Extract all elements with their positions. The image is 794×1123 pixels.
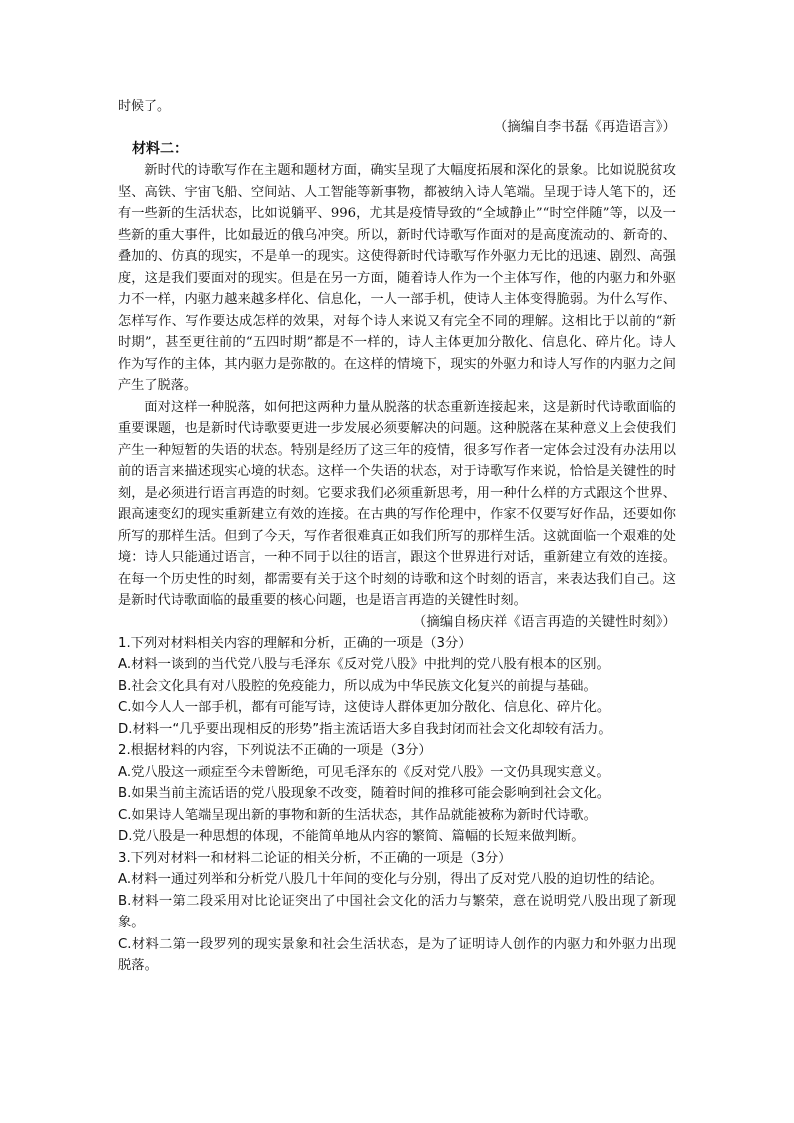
- material-2-heading: 材料二：: [132, 141, 188, 157]
- question-1-option-a: A.材料一谈到的当代党八股与毛泽东《反对党八股》中批判的党八股有根本的区别。: [118, 657, 610, 672]
- question-2-stem: 2.根据材料的内容，下列说法不正确的一项是（3分）: [118, 743, 432, 758]
- source-citation-2: （摘编自杨庆祥《语言再造的关键性时刻》）: [412, 613, 676, 630]
- material-2-paragraph-2: 面对这样一种脱落，如何把这两种力量从脱落的状态重新连接起来，这是新时代诗歌面临的重要课题，也是新时代诗歌要更进一步发展必须要解决的问题。这种脱落在某种意义上会使我们产生一种短暂的失语的状态。特别是经历了这三年的疫情，很多写作者一定体会过没有办法用以前的语言来描述现实心境的状态。这样一个失语的状态，对于诗歌写作来说，恰恰是关键性的时刻，是必须进行语言再造的时刻。它要求我们必须重新思考，用一种什么样的方式跟这个世界、跟高速变幻的现实重新建立有效的连接。在古典的写作伦理中，作家不仅要写好作品，还要如你所写的那样生活。但到了今天，写作者很难真正如我们所写的那样生活。这就面临一个艰难的处境：诗人只能通过语言，一种不同于以往的语言，跟这个世界进行对话，重新建立有效的连接。在每一个历史性的时刻，都需要有关于这个时刻的诗歌和这个时刻的语言，来表达我们自己。这是新时代诗歌面临的最重要的核心问题，也是语言再造的关键性时刻。: [118, 399, 676, 608]
- source-citation-1: （摘编自李书磊《再造语言》）: [493, 119, 676, 135]
- question-2-option-c: C.如果诗人笔端呈现出新的事物和新的生活状态，其作品就能被称为新时代诗歌。: [118, 807, 597, 823]
- question-2-option-d: D.党八股是一种思想的体现，不能简单地从内容的繁简、篇幅的长短来做判断。: [118, 829, 585, 844]
- question-2-option-a: A.党八股这一顽症至今未曾断绝，可见毛泽东的《反对党八股》一文仍具现实意义。: [118, 764, 610, 780]
- question-1-stem: 1.下列对材料相关内容的理解和分析，正确的一项是（3分）: [118, 635, 472, 651]
- material-2-paragraph-1: 新时代的诗歌写作在主题和题材方面，确实呈现了大幅度拓展和深化的景象。比如说脱贫攻坚、高铁、宇宙飞船、空间站、人工智能等新事物，都被纳入诗人笔端。呈现于诗人笔下的，还有一些新的生活状态，比如说躺平、996，尤其是疫情导致的“全域静止”“时空伴随”等，以及一些新的重大事件，比如最近的俄乌冲突。所以，新时代诗歌写作面对的是高度流动的、新奇的、叠加的、仿真的现实，不是单一的现实。这使得新时代诗歌写作外驱力无比的迅速、剧烈、高强度，这是我们要面对的现实。但是在另一方面，随着诗人作为一个主体写作，他的内驱力和外驱力不一样，内驱力越来越多样化、信息化，一人一部手机，使诗人主体变得脆弱。为什么写作、怎样写作、写作要达成怎样的效果，对每个诗人来说又有完全不同的理解。这相比于以前的“新时期”，甚至更往前的“五四时期”都是不一样的，诗人主体更加分散化、信息化、碎片化。诗人作为写作的主体，其内驱力是弥散的。在这样的情境下，现实的外驱力和诗人写作的内驱力之间产生了脱落。: [118, 163, 676, 393]
- question-3-option-c: C.材料二第一段罗列的现实景象和社会生活状态，是为了证明诗人创作的内驱力和外驱力出现脱落。: [118, 936, 676, 973]
- question-3-option-b: B.材料一第二段采用对比论证突出了中国社会文化的活力与繁荣，意在说明党八股出现了新现象。: [118, 893, 676, 930]
- question-1-option-d: D.材料一“几乎要出现相反的形势”指主流话语大多自我封闭而社会文化却较有活力。: [118, 721, 612, 737]
- continued-text-line: 时候了。: [118, 99, 171, 114]
- question-1-option-c: C.如今人人一部手机，都有可能写诗，这使诗人群体更加分散化、信息化、碎片化。: [118, 700, 611, 715]
- question-3-stem: 3.下列对材料一和材料二论证的相关分析，不正确的一项是（3分）: [118, 850, 512, 866]
- document-body: [118, 96, 676, 977]
- question-3-option-a: A.材料一通过列举和分析党八股几十年间的变化与分别，得出了反对党八股的迫切性的结论。: [118, 872, 663, 887]
- question-1-option-b: B.社会文化具有对八股腔的免疫能力，所以成为中华民族文化复兴的前提与基础。: [118, 678, 597, 694]
- question-2-option-b: B.如果当前主流话语的党八股现象不改变，随着时间的推移可能会影响到社会文化。: [118, 786, 611, 801]
